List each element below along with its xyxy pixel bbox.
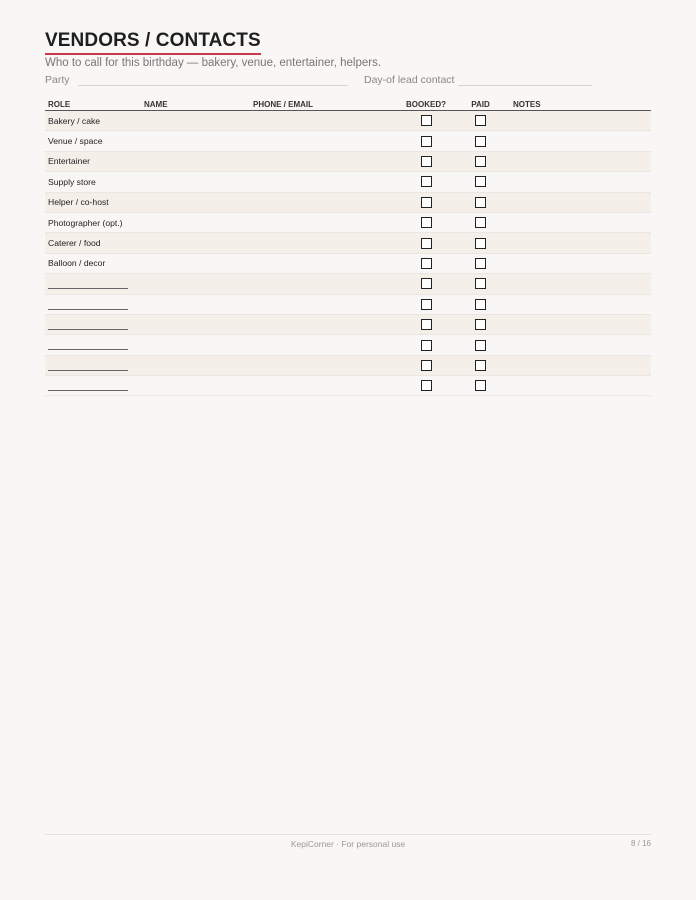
table-row [45,335,651,355]
column-header-role: ROLE [45,96,141,111]
role-cell[interactable] [45,294,141,314]
booked-checkbox[interactable] [421,360,432,371]
table-row [45,376,651,396]
booked-cell [390,253,462,273]
booked-cell [390,192,462,212]
table-row [45,111,651,131]
footer-text: KepiCorner · For personal use [290,839,406,849]
role-blank-line[interactable] [48,360,128,371]
phone-email-cell[interactable] [250,233,390,253]
phone-email-cell[interactable] [250,111,390,131]
booked-checkbox[interactable] [421,115,432,126]
booked-cell [390,151,462,171]
notes-cell[interactable] [499,151,651,171]
notes-cell[interactable] [499,131,651,151]
vendors-table [45,96,651,396]
phone-email-cell[interactable] [250,376,390,396]
lead-contact-label: Day-of lead contact [364,74,455,86]
role-blank-line[interactable] [48,319,128,330]
name-cell[interactable] [141,212,250,232]
booked-cell [390,212,462,232]
table-row [45,294,651,314]
paid-checkbox[interactable] [475,258,486,269]
booked-checkbox[interactable] [421,176,432,187]
phone-email-cell[interactable] [250,172,390,192]
column-header-paid: PAID [462,96,499,111]
name-cell[interactable] [141,294,250,314]
table-row [45,355,651,375]
notes-cell[interactable] [499,253,651,273]
paid-cell [462,233,499,253]
booked-cell [390,131,462,151]
paid-checkbox[interactable] [475,380,486,391]
table-row [45,314,651,334]
phone-email-cell[interactable] [250,335,390,355]
column-header-notes: NOTES [499,96,651,111]
party-label: Party [45,74,70,86]
table-row [45,131,651,151]
table-row [45,192,651,212]
role-cell[interactable] [45,376,141,396]
notes-cell[interactable] [499,111,651,131]
role-cell[interactable]: Helper / co-host [45,192,141,212]
table-row [45,212,651,232]
notes-cell[interactable] [499,212,651,232]
phone-email-cell[interactable] [250,355,390,375]
table-row [45,233,651,253]
name-cell[interactable] [141,314,250,334]
booked-cell [390,335,462,355]
paid-checkbox[interactable] [475,156,486,167]
role-blank-line[interactable] [48,278,128,289]
table-row [45,151,651,171]
notes-cell[interactable] [499,355,651,375]
page-number: 8 / 16 [630,839,651,848]
booked-checkbox[interactable] [421,278,432,289]
paid-cell [462,335,499,355]
column-header-name: NAME [141,96,250,111]
paid-cell [462,314,499,334]
party-field[interactable] [78,85,348,86]
role-cell[interactable]: Supply store [45,172,141,192]
booked-cell [390,314,462,334]
paid-checkbox[interactable] [475,238,486,249]
role-cell[interactable] [45,355,141,375]
booked-checkbox[interactable] [421,136,432,147]
paid-checkbox[interactable] [475,217,486,228]
booked-cell [390,376,462,396]
paid-cell [462,376,499,396]
role-cell[interactable]: Entertainer [45,151,141,171]
paid-checkbox[interactable] [475,299,486,310]
role-cell[interactable]: Bakery / cake [45,111,141,131]
booked-checkbox[interactable] [421,156,432,167]
table-row [45,172,651,192]
booked-checkbox[interactable] [421,340,432,351]
paid-cell [462,131,499,151]
booked-checkbox[interactable] [421,197,432,208]
phone-email-cell[interactable] [250,294,390,314]
table-header-row [45,96,651,111]
paid-cell [462,212,499,232]
role-cell[interactable]: Photographer (opt.) [45,212,141,232]
phone-email-cell[interactable] [250,314,390,334]
paid-checkbox[interactable] [475,319,486,330]
booked-checkbox[interactable] [421,319,432,330]
role-blank-line[interactable] [48,339,128,350]
paid-cell [462,274,499,294]
name-cell[interactable] [141,253,250,273]
name-cell[interactable] [141,192,250,212]
notes-cell[interactable] [499,192,651,212]
name-cell[interactable] [141,131,250,151]
booked-checkbox[interactable] [421,299,432,310]
paid-cell [462,192,499,212]
footer-divider [45,834,651,835]
name-cell[interactable] [141,274,250,294]
role-cell[interactable]: Balloon / decor [45,253,141,273]
paid-cell [462,253,499,273]
phone-email-cell[interactable] [250,274,390,294]
paid-checkbox[interactable] [475,176,486,187]
booked-cell [390,355,462,375]
role-cell[interactable] [45,314,141,334]
phone-email-cell[interactable] [250,192,390,212]
notes-cell[interactable] [499,294,651,314]
name-cell[interactable] [141,151,250,171]
paid-cell [462,355,499,375]
name-cell[interactable] [141,111,250,131]
column-header-booked: BOOKED? [390,96,462,111]
name-cell[interactable] [141,172,250,192]
table-row [45,253,651,273]
phone-email-cell[interactable] [250,212,390,232]
role-cell[interactable]: Venue / space [45,131,141,151]
page-subtitle: Who to call for this birthday — bakery, venue, entertainer, helpers. [45,57,382,69]
role-cell[interactable] [45,274,141,294]
phone-email-cell[interactable] [250,151,390,171]
name-cell[interactable] [141,355,250,375]
notes-cell[interactable] [499,233,651,253]
role-cell[interactable] [45,335,141,355]
paid-cell [462,111,499,131]
paid-checkbox[interactable] [475,278,486,289]
booked-checkbox[interactable] [421,258,432,269]
lead-contact-field[interactable] [458,85,592,86]
paid-cell [462,172,499,192]
booked-cell [390,172,462,192]
table-row [45,274,651,294]
paid-cell [462,294,499,314]
notes-cell[interactable] [499,314,651,334]
role-blank-line[interactable] [48,380,128,391]
name-cell[interactable] [141,376,250,396]
phone-email-cell[interactable] [250,131,390,151]
role-blank-line[interactable] [48,299,128,310]
booked-cell [390,111,462,131]
role-cell[interactable]: Caterer / food [45,233,141,253]
paid-checkbox[interactable] [475,197,486,208]
page-title: VENDORS / CONTACTS [45,30,261,55]
phone-email-cell[interactable] [250,253,390,273]
paid-checkbox[interactable] [475,360,486,371]
paid-cell [462,151,499,171]
notes-cell[interactable] [499,335,651,355]
paid-checkbox[interactable] [475,136,486,147]
booked-checkbox[interactable] [421,380,432,391]
notes-cell[interactable] [499,172,651,192]
booked-cell [390,233,462,253]
booked-checkbox[interactable] [421,217,432,228]
booked-cell [390,274,462,294]
booked-cell [390,294,462,314]
paid-checkbox[interactable] [475,115,486,126]
name-cell[interactable] [141,335,250,355]
paid-checkbox[interactable] [475,340,486,351]
notes-cell[interactable] [499,376,651,396]
booked-checkbox[interactable] [421,238,432,249]
notes-cell[interactable] [499,274,651,294]
column-header-phone-email: PHONE / EMAIL [250,96,390,111]
name-cell[interactable] [141,233,250,253]
